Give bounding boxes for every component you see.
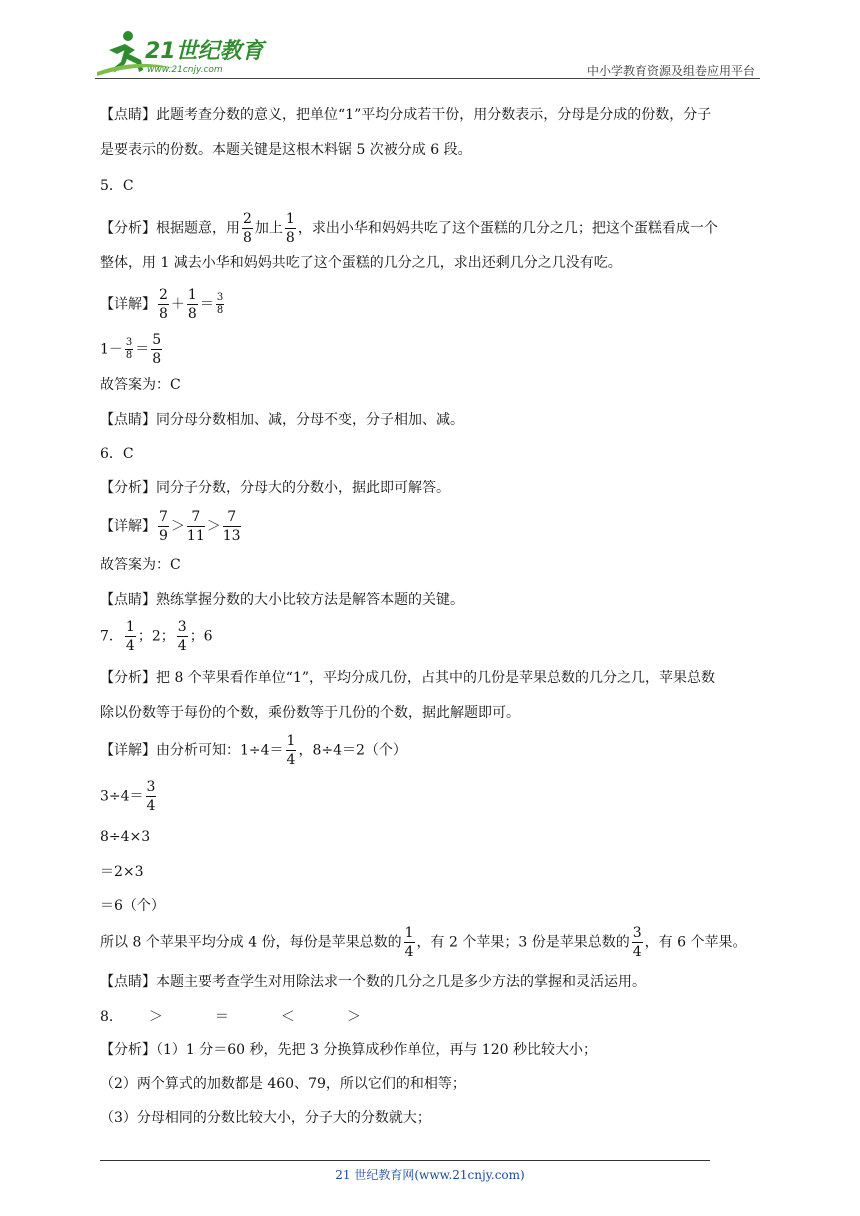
text-segment: ，有 2 个苹果；3 份是苹果总数的 <box>416 934 630 951</box>
text-segment: 3÷4＝ <box>100 788 144 805</box>
logo-url: www.21cnjy.com <box>147 65 223 75</box>
text-line: 【分析】（1）1 分＝60 秒，先把 3 分换算成秒作单位，再与 120 秒比较大小； <box>100 1042 597 1058</box>
fraction: $\frac{1}{4}$ <box>404 925 414 960</box>
operator: ＋ <box>170 296 185 313</box>
page-header <box>0 0 860 82</box>
comparison-symbol: ＜ <box>280 1009 295 1025</box>
summary-line <box>100 926 746 959</box>
text-segment: 加上 <box>254 220 283 237</box>
fraction: $\frac{1}{8}$ <box>187 287 197 322</box>
text-line: 【分析】同分子分数，分母大的分数小，据此即可解答。 <box>100 480 450 496</box>
site-logo <box>95 28 275 78</box>
question-number: 6．C <box>100 446 134 462</box>
text-segment: ，8÷4＝2（个） <box>298 742 407 759</box>
question-line <box>100 1007 387 1027</box>
operator: ＞ <box>206 518 221 535</box>
question-number: 8． <box>100 1009 123 1025</box>
label: 【详解】 <box>100 296 156 313</box>
comparison-symbol: ＞ <box>148 1009 163 1025</box>
fraction: $\frac{7}{13}$ <box>222 509 241 544</box>
question-line <box>100 620 213 653</box>
text-line: ＝6（个） <box>100 898 165 914</box>
fraction: $\frac{3}{4}$ <box>632 925 642 960</box>
detail-line <box>100 333 164 366</box>
operator: ＝ <box>199 296 214 313</box>
text-line: 8÷4×3 <box>100 829 151 845</box>
text-segment: 【分析】根据题意，用 <box>100 220 240 237</box>
fraction: $\frac{2}{8}$ <box>243 211 252 246</box>
logo-text: 21世纪教育 <box>145 39 264 64</box>
fraction: $\frac{2}{8}$ <box>159 287 168 322</box>
text-segment: 【详解】由分析可知：1÷4＝ <box>100 742 284 759</box>
fraction: $\frac{3}{8}$ <box>125 337 133 361</box>
comparison-symbol: ＝ <box>214 1009 229 1025</box>
text-segment: ，有 6 个苹果。 <box>644 934 747 951</box>
text-segment: ；2； <box>137 628 175 645</box>
header-platform-text: 中小学教育资源及组卷应用平台 <box>586 64 755 78</box>
fraction: $\frac{5}{8}$ <box>152 332 162 367</box>
operator: ＝ <box>135 341 150 358</box>
detail-line <box>100 780 158 813</box>
fraction: $\frac{3}{4}$ <box>177 619 187 654</box>
text-segment: ，求出小华和妈妈共吃了这个蛋糕的几分之几；把这个蛋糕看成一个 <box>297 220 718 237</box>
text-line: 【分析】把 8 个苹果看作单位“1”，平均分成几份，占其中的几份是苹果总数的几分之几，苹果总数 <box>100 670 716 686</box>
text-segment: ；6 <box>189 628 213 645</box>
fraction: $\frac{1}{4}$ <box>125 619 135 654</box>
text-line: 【点睛】熟练掌握分数的大小比较方法是解答本题的关键。 <box>100 592 464 608</box>
answer-line: 故答案为：C <box>100 557 181 573</box>
question-number: 5．C <box>100 178 134 194</box>
operator: ＞ <box>170 518 185 535</box>
fraction: $\frac{1}{4}$ <box>286 733 296 768</box>
answer-line: 故答案为：C <box>100 377 181 393</box>
text-line: ＝2×3 <box>100 864 144 880</box>
text-line: 是要表示的份数。本题关键是这根木料锯 5 次被分成 6 段。 <box>100 142 472 158</box>
text-segment: 所以 8 个苹果平均分成 4 份，每份是苹果总数的 <box>100 934 402 951</box>
detail-line <box>100 734 407 767</box>
text-segment: 1－ <box>100 341 123 358</box>
fraction: $\frac{3}{4}$ <box>146 779 156 814</box>
text-line: 除以份数等于每份的个数，乘份数等于几份的个数，据此解题即可。 <box>100 705 520 721</box>
footer-text: 21 世纪教育网(www.21cnjy.com) <box>335 1168 525 1182</box>
fraction: $\frac{1}{8}$ <box>285 211 295 246</box>
fraction: $\frac{7}{9}$ <box>159 509 168 544</box>
text-line: 【点睛】此题考查分数的意义，把单位“1”平均分成若干份，用分数表示，分母是分成的份数，分子 <box>100 107 712 123</box>
label: 【详解】 <box>100 518 156 535</box>
footer-divider <box>100 1160 710 1161</box>
comparison-symbol: ＞ <box>346 1009 361 1025</box>
fraction: $\frac{7}{11}$ <box>186 509 205 544</box>
text-line: 【点睛】本题主要考查学生对用除法求一个数的几分之几是多少方法的掌握和灵活运用。 <box>100 974 646 990</box>
detail-line <box>100 288 226 321</box>
fraction: $\frac{3}{8}$ <box>216 292 224 316</box>
text-line: （2）两个算式的加数都是 460、79，所以它们的和相等； <box>100 1076 466 1092</box>
analysis-line <box>100 212 718 245</box>
text-line: 【点睛】同分母分数相加、减，分母不变，分子相加、减。 <box>100 412 464 428</box>
detail-line <box>100 510 243 543</box>
text-line: （3）分母相同的分数比较大小，分子大的分数就大； <box>100 1110 431 1126</box>
header-divider <box>95 78 760 79</box>
text-line: 整体，用 1 减去小华和妈妈共吃了这个蛋糕的几分之几，求出还剩几分之几没有吃。 <box>100 255 622 271</box>
question-number: 7． <box>100 628 123 645</box>
